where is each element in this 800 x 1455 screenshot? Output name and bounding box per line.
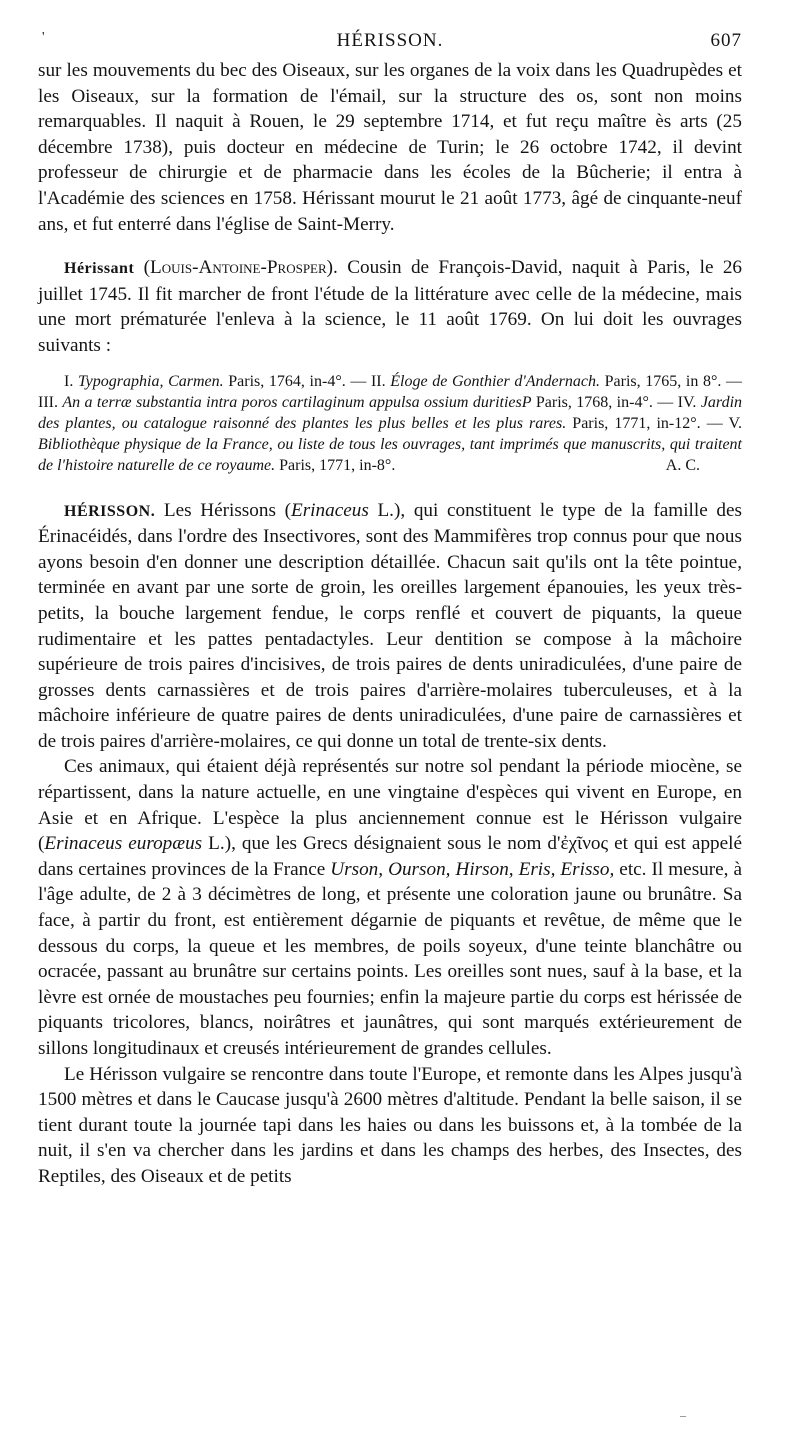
bib-title: Typographia, Carmen. bbox=[77, 372, 224, 390]
margin-mark: ' bbox=[42, 30, 46, 45]
bib-text: Paris, 1771, in-8°. bbox=[275, 456, 396, 474]
taxon-name: Erinaceus bbox=[290, 499, 369, 521]
spacer bbox=[38, 476, 742, 498]
entry-text: L.), qui constituent le type de la famille des Érinacéidés, dans l'ordre des Insectivores, sont des Mammifères trop connus pour que nous ayons besoin d'en donner une description détaillée. Chacun sait qu'ils ont la tête pointue, terminée en avant par une sorte de groin, les oreilles largement épanouies, les yeux très-petits, la bouche largement fendue, le corps renflé et couvert de piquants, la queue rudimentaire et les pattes pentadactyles. Leur dentition se compose à la mâchoire supérieure de trois paires d'incisives, de trois paires de dents uniradiculées, d'une paire de grosses dents carnassières et de trois paires d'arrière-molaires tuberculeuses, et à la mâchoire inférieure de quatre paires de dents uniradiculées, d'une paire de carnassières et de trois paires d'arrière-molaires, ce qui donne un total de trente-six dents. bbox=[38, 499, 742, 752]
author-signature: A. C. bbox=[665, 456, 700, 474]
spacer bbox=[38, 359, 742, 371]
page-number: 607 bbox=[710, 30, 742, 51]
bib-text: Paris, 1764, in-4°. — II. bbox=[223, 372, 391, 390]
bib-title: An a terræ substantia intra poros cartilaginum appulsa ossium duritiesP bbox=[62, 393, 532, 411]
bib-text: Paris, 1765, in 8°. — III. bbox=[38, 372, 742, 411]
bib-title: Éloge de Gonthier d'Andernach. bbox=[390, 372, 600, 390]
spacer bbox=[38, 237, 742, 255]
entry-names: (Louis-Antoine-Prosper). bbox=[143, 257, 338, 279]
vernacular-names: Urson, Ourson, Hirson, Eris, Erisso, bbox=[330, 858, 615, 880]
paragraph-distribution: Le Hérisson vulgaire se rencontre dans toute l'Europe, et remonte dans les Alpes jusqu'à 1500 mètres et dans le Caucase jusqu'à 2600 mètres d'altitude. Pendant la belle saison, il se tient durant toute la journée tapi dans les haies ou dans les buissons et, à la tombée de la nuit, il s'en va chercher dans les jardins et dans les champs des herbes, des Insectes, des Reptiles, des Oiseaux et de petits bbox=[38, 1063, 742, 1187]
greek-word: ἐχῖνος bbox=[560, 833, 609, 855]
entry-text: Cousin de François-David, naquit à Paris, le 26 juillet 1745. Il fit marcher de front l'étude de la littérature avec celle de la médecine, mais une mort prématurée l'enleva à la science, le 11 août 1769. On lui doit les ouvrages suivants : bbox=[38, 257, 743, 356]
bib-text: Paris, 1768, in-4°. — IV. bbox=[531, 393, 701, 411]
bib-title: Bibliothèque physique de la France, ou liste de tous les ouvrages, tant imprimés que manuscrits, qui traitent de l'histoire naturelle de ce royaume. bbox=[38, 435, 742, 474]
entry-text: Les Hérissons ( bbox=[155, 499, 291, 521]
footer-mark: – bbox=[680, 1408, 686, 1422]
taxon-name: Erinaceus europæus bbox=[44, 833, 203, 855]
bib-text: I. bbox=[64, 372, 78, 390]
paragraph-text: etc. Il mesure, à l'âge adulte, de 2 à 3 décimètres de long, et présente une coloration jaune ou brunâtre. Sa face, à partir du front, est entièrement dégarnie de piquants et revêtue, de même que le dessous du corps, la queue et les membres, de poils soyeux, d'une teinte blanchâtre ou ocracée, passant au brunâtre sur certains points. Les oreilles sont nues, sauf à la base, et la lèvre est ornée de moustaches peu fournies; enfin la majeure partie du corps est hérissée de piquants tricolores, blancs, noirâtres et jaunâtres, qui sont marqués extérieurement de sillons longitudinaux et creusés intérieurement de grandes cellules. bbox=[38, 858, 742, 1059]
running-title: HÉRISSON. bbox=[336, 30, 444, 51]
paragraph-species bbox=[38, 754, 742, 1061]
entry-herissant-louis bbox=[38, 255, 742, 358]
entry-headword: HÉRISSON. bbox=[64, 502, 156, 520]
paragraph-text: Ces animaux, qui étaient déjà représentés sur notre sol pendant la période miocène, se répartissent, dans la nature actuelle, en une vingtaine d'espèces qui vivent en Europe, en Asie et en Afrique. L'espèce la plus anciennement connue est le Hérisson vulgaire ( bbox=[38, 756, 742, 855]
entry-headword: Hérissant bbox=[64, 260, 135, 278]
bib-text: Paris, 1771, in-12°. — V. bbox=[566, 414, 743, 432]
running-head bbox=[38, 30, 742, 58]
paragraph-text: L.), que les Grecs désignaient sous le nom d' bbox=[202, 833, 561, 855]
paragraph-continuation: sur les mouvements du bec des Oiseaux, sur les organes de la voix dans les Quadrupèdes et les Oiseaux, sur la formation de l'émail, sur la structure des os, sont non moins remarquables. Il naquit à Rouen, le 29 septembre 1714, et fut reçu maître ès arts (25 décembre 1738), puis docteur en médecine de Turin; le 26 octobre 1742, il devint professeur de chirurgie et de pharmacie dans les écoles de la Bûcherie; il entra à l'Académie des sciences en 1758. Hérissant mourut le 21 août 1773, âgé de cinquante-neuf ans, et fut enterré dans l'église de Saint-Merry. bbox=[38, 60, 742, 235]
entry-herisson bbox=[38, 498, 742, 755]
bib-title: Jardin des plantes, ou catalogue raisonné des plantes les plus belles et les plus rares. bbox=[38, 393, 743, 432]
paragraph-text: et qui est appelé dans certaines provinces de la France bbox=[38, 833, 742, 880]
